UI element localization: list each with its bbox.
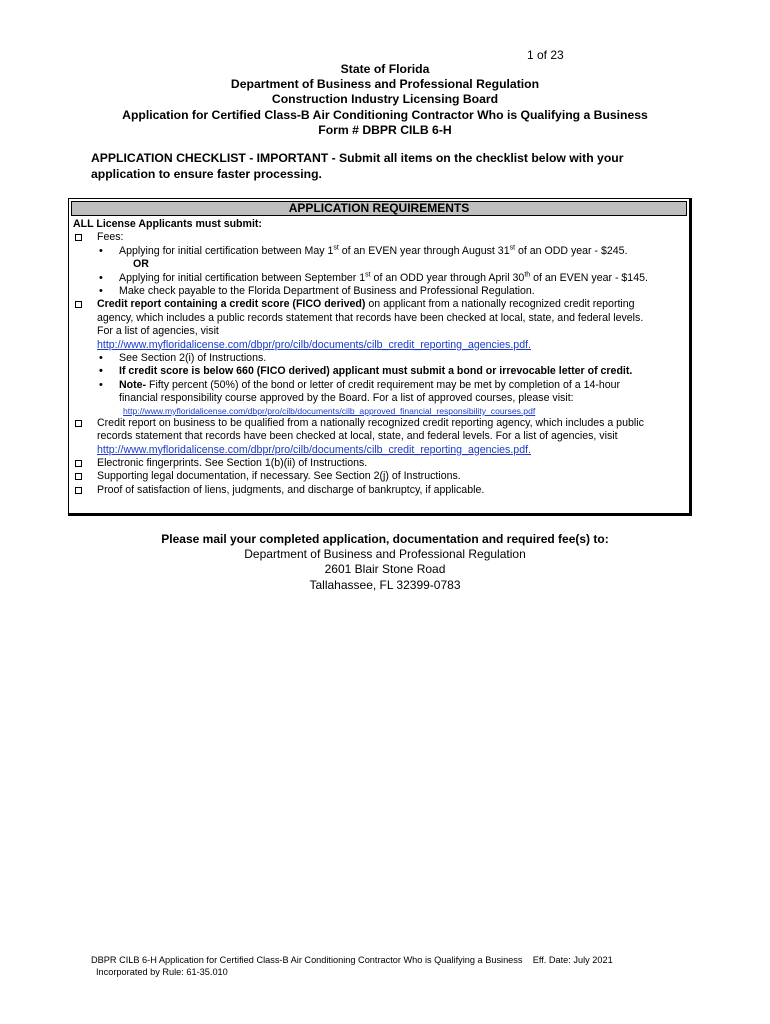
business-credit-line-2: records statement that records have been checked at local, state, and federal levels. For a list of agencies, visit: [97, 430, 618, 443]
credit-bullet-bond: • If credit score is below 660 (FICO derived) applicant must submit a bond or irrevocable letter of credit.: [99, 365, 633, 378]
mail-address-line-3: Tallahassee, FL 32399-0783: [309, 577, 461, 592]
checkbox-icon[interactable]: [75, 487, 82, 494]
bullet-icon: •: [99, 365, 103, 378]
credit-bullet-note: • Note- Fifty percent (50%) of the bond or letter of credit requirement may be met by completion of a 14-hour: [99, 378, 621, 391]
requirements-body: [73, 218, 685, 497]
mail-address-line-2: 2601 Blair Stone Road: [324, 562, 446, 577]
bullet-icon: •: [99, 244, 103, 257]
footer-form-line: DBPR CILB 6-H Application for Certified Class-B Air Conditioning Contractor Who is Qualifying a Business Eff. Date: July 2021: [91, 955, 613, 965]
footer-rule-line: Incorporated by Rule: 61-35.010: [96, 966, 228, 977]
checkbox-icon[interactable]: [75, 460, 82, 467]
checkbox-icon[interactable]: [75, 234, 82, 241]
checklist-line-1: APPLICATION CHECKLIST - IMPORTANT - Submit all items on the checklist below with your: [91, 151, 624, 165]
fee-option-1: • Applying for initial certification between May 1st of an EVEN year through August 31st of an ODD year - $245.: [99, 244, 628, 257]
checkbox-icon[interactable]: [75, 301, 82, 308]
business-credit-item: Credit report on business to be qualified from a nationally recognized credit reporting agency, which includes a public: [73, 417, 685, 430]
fingerprints-item: Electronic fingerprints. See Section 1(b)(ii) of Instructions.: [73, 457, 685, 470]
document-header: [0, 62, 770, 138]
bullet-icon: •: [99, 271, 103, 284]
header-department: Department of Business and Professional Regulation: [230, 77, 540, 92]
business-agencies-link[interactable]: http://www.myfloridalicense.com/dbpr/pro/cilb/documents/cilb_credit_reporting_agencies.pdf.: [97, 443, 531, 456]
page-footer: [91, 955, 613, 978]
credit-agencies-link[interactable]: http://www.myfloridalicense.com/dbpr/pro/cilb/documents/cilb_credit_reporting_agencies.pdf.: [97, 338, 531, 351]
requirements-heading: APPLICATION REQUIREMENTS: [71, 201, 687, 216]
business-credit-link-line: [73, 444, 685, 457]
fee-check-payable: • Make check payable to the Florida Department of Business and Professional Regulation.: [99, 285, 535, 298]
checkbox-icon[interactable]: [75, 420, 82, 427]
requirements-box: [68, 198, 692, 516]
courses-link-line: [73, 406, 685, 417]
credit-bullet-section: • See Section 2(i) of Instructions.: [99, 352, 267, 365]
page-number: 1 of 23: [527, 48, 564, 62]
fees-item: [73, 231, 685, 244]
legal-documentation-item: Supporting legal documentation, if necessary. See Section 2(j) of Instructions.: [73, 470, 685, 483]
credit-report-item: Credit report containing a credit score (FICO derived) on applicant from a nationally recognized credit reporting: [73, 298, 685, 311]
header-state: State of Florida: [340, 62, 430, 76]
liens-item: Proof of satisfaction of liens, judgments, and discharge of bankruptcy, if applicable.: [73, 484, 685, 497]
checkbox-icon[interactable]: [75, 473, 82, 480]
bullet-icon: •: [99, 285, 103, 298]
mail-heading: Please mail your completed application, documentation and required fee(s) to:: [161, 532, 609, 546]
header-application-title: Application for Certified Class-B Air Conditioning Contractor Who is Qualifying a Business: [122, 107, 648, 122]
header-board: Construction Industry Licensing Board: [271, 92, 499, 107]
mailing-instructions: [0, 532, 770, 593]
credit-report-line-2: agency, which includes a public records statement that records have been checked at local, state, and federal levels.: [97, 311, 644, 324]
fee-option-2: • Applying for initial certification between September 1st of an ODD year through April 30th of an EVEN year - $145.: [99, 271, 648, 284]
bullet-icon: •: [99, 352, 103, 365]
mail-address-line-1: Department of Business and Professional Regulation: [244, 547, 526, 562]
approved-courses-link[interactable]: http://www.myfloridalicense.com/dbpr/pro/cilb/documents/cilb_approved_financial_responsibility_courses.pdf: [123, 405, 536, 416]
checklist-line-2: application to ensure faster processing.: [91, 166, 322, 181]
fees-label: Fees:: [97, 231, 124, 244]
requirements-intro: ALL License Applicants must submit:: [73, 218, 262, 230]
fee-or: OR: [133, 258, 149, 271]
header-form-number: Form # DBPR CILB 6-H: [318, 122, 452, 137]
checklist-title: [91, 151, 691, 182]
credit-note-line-2: financial responsibility course approved by the Board. For a list of approved courses, please visit:: [119, 392, 574, 405]
credit-report-line-3: For a list of agencies, visit: [97, 325, 219, 338]
bullet-icon: •: [99, 378, 103, 391]
credit-report-link-line: [73, 339, 685, 352]
